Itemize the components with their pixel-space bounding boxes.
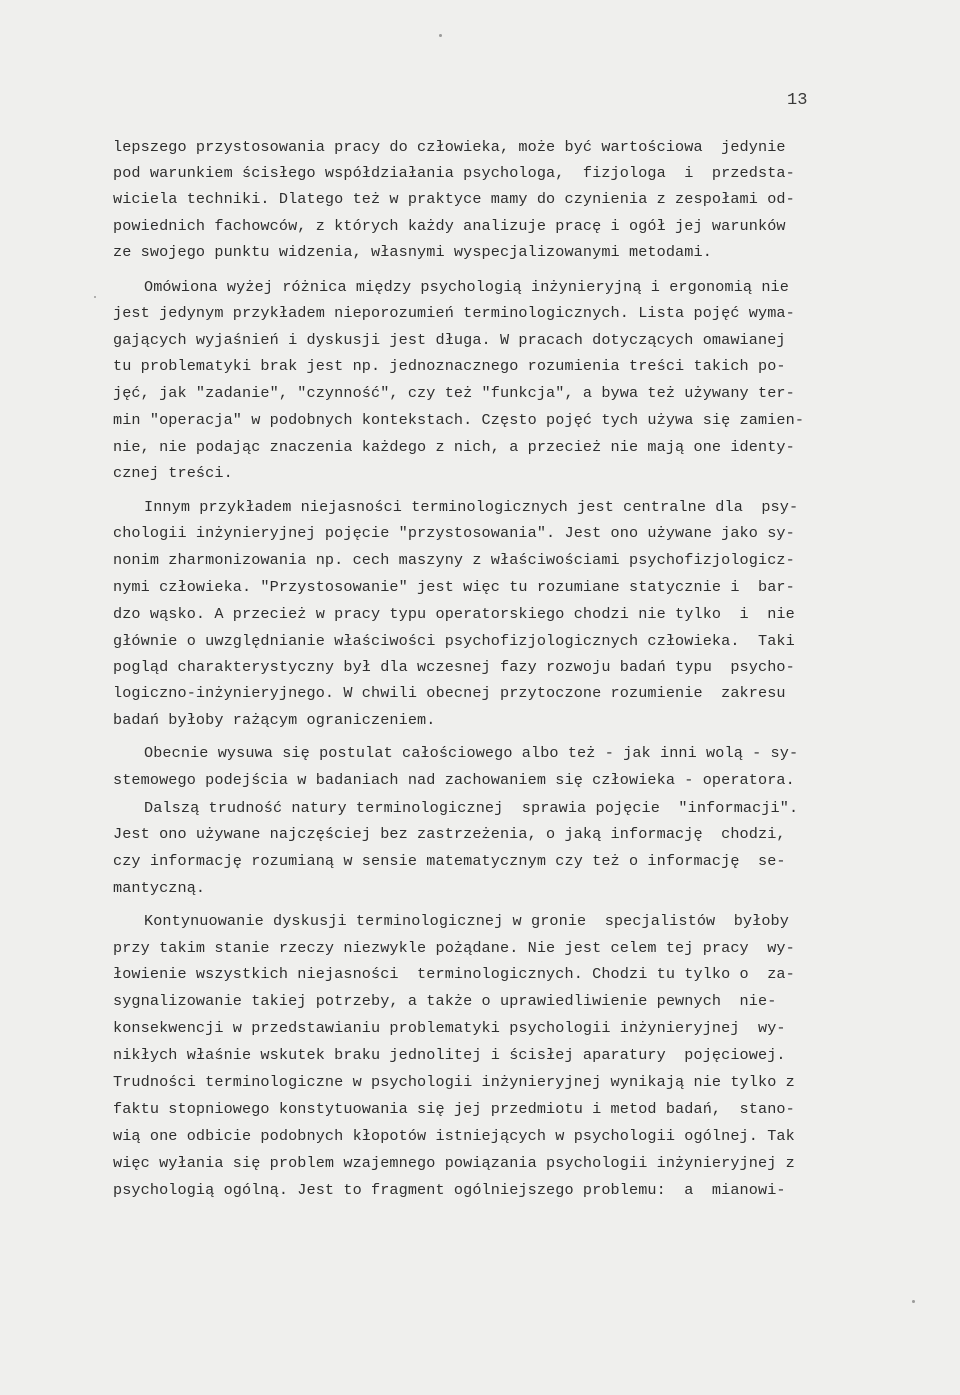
text-line: sygnalizowanie takiej potrzeby, a także o uprawiedliwienie pewnych nie- bbox=[113, 992, 777, 1010]
paragraph-first-line: Kontynuowanie dyskusji terminologicznej w gronie specjalistów byłoby bbox=[144, 912, 789, 930]
text-line: logiczno-inżynieryjnego. W chwili obecnej przytoczone rozumienie zakresu bbox=[113, 684, 786, 702]
text-line: ze swojego punktu widzenia, własnymi wyspecjalizowanymi metodami. bbox=[113, 243, 712, 261]
text-line: pogląd charakterystyczny był dla wczesnej fazy rozwoju badań typu psycho- bbox=[113, 658, 795, 676]
paragraph-first-line: Innym przykładem niejasności terminologicznych jest centralne dla psy- bbox=[144, 498, 799, 516]
text-line: jęć, jak "zadanie", "czynność", czy też "funkcja", a bywa też używany ter- bbox=[113, 384, 795, 402]
text-line: gających wyjaśnień i dyskusji jest długa. W pracach dotyczących omawianej bbox=[113, 331, 786, 349]
text-line: wiciela techniki. Dlatego też w praktyce mamy do czynienia z zespołami od- bbox=[113, 190, 795, 208]
text-line: powiednich fachowców, z których każdy analizuje pracę i ogół jej warunków bbox=[113, 217, 786, 235]
text-line: nonim zharmonizowania np. cech maszyny z właściwościami psychofizjologicz- bbox=[113, 551, 795, 569]
text-line: przy takim stanie rzeczy niezwykle pożądane. Nie jest celem tej pracy wy- bbox=[113, 939, 795, 957]
text-line: mantyczną. bbox=[113, 879, 206, 897]
text-line: pod warunkiem ścisłego współdziałania psychologa, fizjologa i przedsta- bbox=[113, 164, 795, 182]
text-line: nikłych właśnie wskutek braku jednolitej i ścisłej aparatury pojęciowej. bbox=[113, 1046, 786, 1064]
text-line: badań byłoby rażącym ograniczeniem. bbox=[113, 711, 436, 729]
text-line: czy informację rozumianą w sensie matematycznym czy też o informację se- bbox=[113, 852, 786, 870]
text-line: faktu stopniowego konstytuowania się jej przedmiotu i metod badań, stano- bbox=[113, 1100, 795, 1118]
text-line: Jest ono używane najczęściej bez zastrzeżenia, o jaką informację chodzi, bbox=[113, 825, 786, 843]
text-line: psychologią ogólną. Jest to fragment ogólniejszego problemu: a mianowi- bbox=[113, 1181, 786, 1199]
page-number: 13 bbox=[787, 91, 808, 110]
text-line: tu problematyki brak jest np. jednoznacznego rozumienia treści takich po- bbox=[113, 357, 786, 375]
scan-speck bbox=[94, 296, 96, 298]
text-line: cznej treści. bbox=[113, 464, 233, 482]
text-line: jest jedynym przykładem nieporozumień terminologicznych. Lista pojęć wyma- bbox=[113, 304, 795, 322]
text-line: dzo wąsko. A przecież w pracy typu operatorskiego chodzi nie tylko i nie bbox=[113, 605, 795, 623]
text-line: nie, nie podając znaczenia każdego z nich, a przecież nie mają one identy- bbox=[113, 438, 795, 456]
paragraph-first-line: Omówiona wyżej różnica między psychologią inżynieryjną i ergonomią nie bbox=[144, 278, 789, 296]
text-line: nymi człowieka. "Przystosowanie" jest więc tu rozumiane statycznie i bar- bbox=[113, 578, 795, 596]
text-line: Trudności terminologiczne w psychologii inżynieryjnej wynikają nie tylko z bbox=[113, 1073, 795, 1091]
text-line: chologii inżynieryjnej pojęcie "przystosowania". Jest ono używane jako sy- bbox=[113, 524, 795, 542]
text-line: lepszego przystosowania pracy do człowieka, może być wartościowa jedynie bbox=[113, 138, 786, 156]
text-line: więc wyłania się problem wzajemnego powiązania psychologii inżynieryjnej z bbox=[113, 1154, 795, 1172]
text-line: stemowego podejścia w badaniach nad zachowaniem się człowieka - operatora. bbox=[113, 771, 795, 789]
text-line: głównie o uwzględnianie właściwości psychofizjologicznych człowieka. Taki bbox=[113, 632, 795, 650]
text-line: wią one odbicie podobnych kłopotów istniejących w psychologii ogólnej. Tak bbox=[113, 1127, 795, 1145]
paragraph-first-line: Dalszą trudność natury terminologicznej sprawia pojęcie "informacji". bbox=[144, 799, 799, 817]
scan-speck bbox=[439, 34, 442, 37]
text-line: konsekwencji w przedstawianiu problematyki psychologii inżynieryjnej wy- bbox=[113, 1019, 786, 1037]
scan-speck bbox=[912, 1300, 915, 1303]
paragraph-first-line: Obecnie wysuwa się postulat całościowego albo też - jak inni wolą - sy- bbox=[144, 744, 799, 762]
text-line: min "operacja" w podobnych kontekstach. Często pojęć tych używa się zamien- bbox=[113, 411, 805, 429]
text-line: łowienie wszystkich niejasności terminologicznych. Chodzi tu tylko o za- bbox=[113, 965, 795, 983]
